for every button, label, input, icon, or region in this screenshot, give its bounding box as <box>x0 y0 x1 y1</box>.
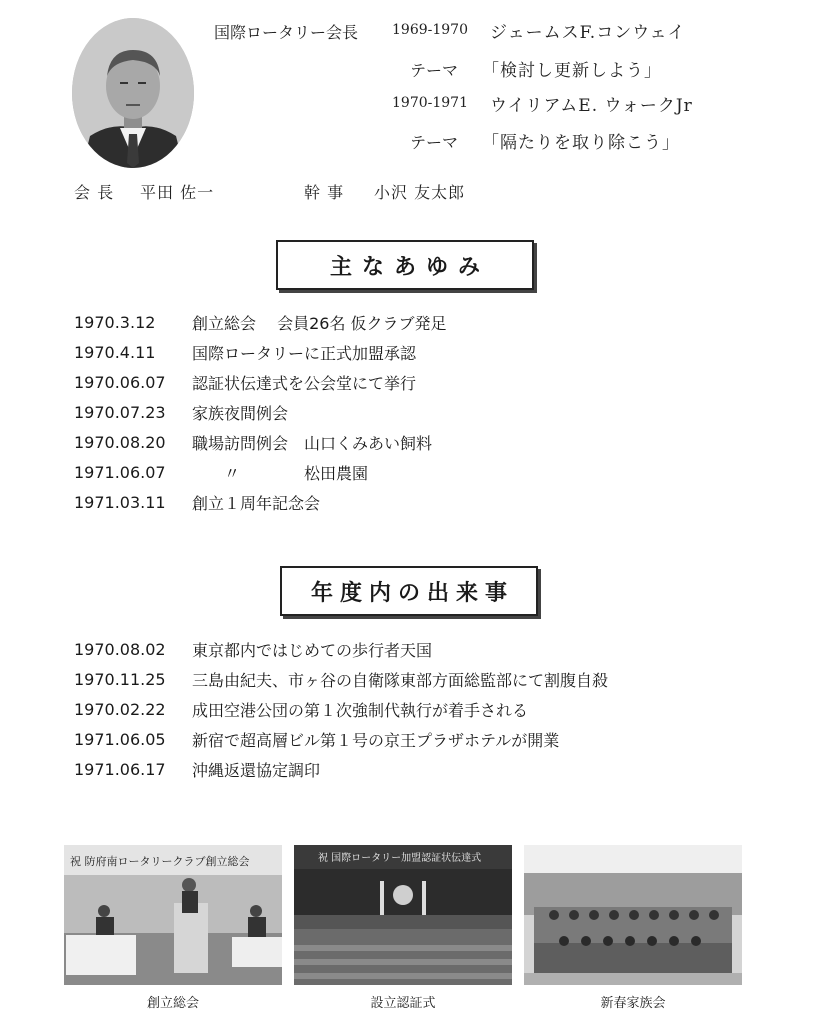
founding-meeting-photo <box>64 845 282 985</box>
banner-text: 祝 国際ロータリー加盟認証状伝達式 <box>318 853 482 864</box>
ri-president-name: ジェームスF.コンウェイ <box>490 23 686 43</box>
club-secretary-role: 幹 事 <box>304 183 345 202</box>
list-item <box>74 457 774 487</box>
certification-ceremony-photo <box>294 845 512 985</box>
item-description: 新宿で超高層ビル第１号の京王プラザホテルが開業 <box>192 730 560 750</box>
ri-president-name: ウイリアムE. ウォークJr <box>490 96 693 116</box>
theme-text: 「検討し更新しよう」 <box>482 61 662 81</box>
item-date: 1970.3.12 <box>74 312 156 332</box>
theme-text: 「隔たりを取り除こう」 <box>482 133 680 153</box>
list-item <box>74 427 774 457</box>
item-date: 1970.08.02 <box>74 639 166 659</box>
list-item <box>74 487 774 517</box>
item-description: 創立総会 会員26名 仮クラブ発足 <box>192 313 447 333</box>
new-year-family-party-photo <box>524 845 742 985</box>
item-date: 1970.4.11 <box>74 342 156 362</box>
item-date: 1971.06.17 <box>74 759 166 779</box>
item-description: 家族夜間例会 <box>192 403 289 423</box>
list-item <box>74 397 774 427</box>
theme-label: テーマ <box>410 61 459 80</box>
club-secretary-name: 小沢 友太郎 <box>374 183 466 202</box>
item-description: 職場訪問例会 山口くみあい飼料 <box>192 433 433 453</box>
item-description: 〃 松田農園 <box>192 463 369 483</box>
item-description: 三島由紀夫、市ヶ谷の自衛隊東部方面総監部にて割腹自殺 <box>192 670 609 690</box>
item-date: 1971.03.11 <box>74 492 166 512</box>
history-section-title: 主なあゆみ <box>276 240 534 290</box>
item-description: 成田空港公団の第１次強制代執行が着手される <box>192 700 529 720</box>
item-description: 認証状伝達式を公会堂にて挙行 <box>192 373 417 393</box>
item-description: 創立１周年記念会 <box>192 493 321 513</box>
term-year: 1969-1970 <box>392 22 468 38</box>
list-item <box>74 307 774 337</box>
president-portrait <box>72 18 194 168</box>
photo-caption: 創立総会 <box>146 996 199 1011</box>
club-president-name: 平田 佐一 <box>140 183 215 202</box>
list-item <box>74 724 774 754</box>
theme-label: テーマ <box>410 133 459 152</box>
list-item <box>74 664 774 694</box>
item-date: 1971.06.05 <box>74 729 166 749</box>
history-list <box>74 307 774 517</box>
photo-caption: 設立認証式 <box>370 996 436 1011</box>
item-date: 1970.07.23 <box>74 402 166 422</box>
item-date: 1970.06.07 <box>74 372 166 392</box>
list-item <box>74 694 774 724</box>
item-date: 1970.08.20 <box>74 432 166 452</box>
photo-caption: 新春家族会 <box>600 996 666 1011</box>
item-date: 1970.11.25 <box>74 669 166 689</box>
item-description: 国際ロータリーに正式加盟承認 <box>192 343 417 363</box>
term-year: 1970-1971 <box>392 95 468 111</box>
item-date: 1971.06.07 <box>74 462 166 482</box>
list-item <box>74 634 774 664</box>
list-item <box>74 367 774 397</box>
item-description: 東京都内ではじめての歩行者天国 <box>192 640 433 660</box>
banner-text: 祝 防府南ロータリークラブ創立総会 <box>70 855 250 868</box>
list-item <box>74 754 774 784</box>
events-section-title: 年度内の出来事 <box>280 566 538 616</box>
item-date: 1970.02.22 <box>74 699 166 719</box>
item-description: 沖縄返還協定調印 <box>192 760 321 780</box>
club-president-role: 会 長 <box>74 183 115 202</box>
list-item <box>74 337 774 367</box>
ri-president-title: 国際ロータリー会長 <box>214 23 359 42</box>
events-list <box>74 634 774 784</box>
